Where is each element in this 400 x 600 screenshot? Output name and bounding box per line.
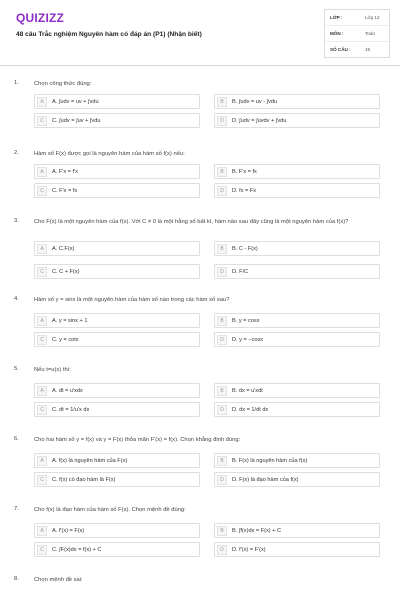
option-text: B. C - F(x) (232, 246, 258, 252)
option-letter-badge: C (37, 405, 47, 415)
option-text: C. F'x = fx (52, 188, 78, 194)
option-letter-badge: B (217, 526, 227, 536)
question-text: Nếu t=u(x) thì: (34, 367, 71, 373)
answer-option-c[interactable] (34, 472, 200, 487)
answer-option-b[interactable] (214, 313, 380, 328)
option-text: B. F(x) là nguyên hàm của f(x) (232, 458, 308, 464)
answer-option-c[interactable] (34, 113, 200, 128)
option-text: A. ∫udv = uv + ∫vdu (52, 99, 99, 105)
option-text: C. C + F(x) (52, 269, 80, 275)
option-text: D. fx = Fx (232, 188, 257, 194)
meta-row-count (325, 42, 391, 58)
option-text: B. y = cosx (232, 318, 260, 324)
option-text: C. y = cotx (52, 337, 79, 343)
question-text: Cho hai hàm số y = f(x) và y = F(x) thỏa mãn F'(x) = f(x). Chọn khẳng định đúng: (34, 437, 241, 443)
option-letter-badge: C (37, 335, 47, 345)
question-number: 6. (14, 436, 19, 442)
option-text: B. dx = u'xdt (232, 388, 263, 394)
option-text: A. dt = u'xdx (52, 388, 83, 394)
option-letter-badge: C (37, 116, 47, 126)
answer-option-b[interactable] (214, 523, 380, 538)
question-number: 7. (14, 506, 19, 512)
option-letter-badge: B (217, 167, 227, 177)
answer-option-a[interactable] (34, 383, 200, 398)
answer-option-a[interactable] (34, 453, 200, 468)
question-number: 3. (14, 218, 19, 224)
option-letter-badge: C (37, 475, 47, 485)
option-text: C. ∫F(x)dx = f(x) + C (52, 547, 102, 553)
meta-label: LỚP : (330, 15, 343, 20)
option-text: D. F(x) là đạo hàm của f(x) (232, 477, 299, 483)
document-title: 48 câu Trắc nghiệm Nguyên hàm có đáp án (P1) (Nhận biết) (16, 31, 202, 38)
option-letter-badge: C (37, 267, 47, 277)
question-text: Hàm số y = sinx là một nguyên hàm của hàm số nào trong các hàm số sau? (34, 297, 230, 303)
answer-option-c[interactable] (34, 332, 200, 347)
meta-label: MÔN : (330, 31, 344, 36)
option-letter-badge: C (37, 545, 47, 555)
meta-info-box (324, 9, 390, 58)
option-text: B. F'x = fx (232, 169, 257, 175)
option-text: C. dt = 1/u'x dx (52, 407, 90, 413)
option-letter-badge: C (37, 186, 47, 196)
option-letter-badge: A (37, 167, 47, 177)
answer-option-c[interactable] (34, 542, 200, 557)
answer-option-b[interactable] (214, 241, 380, 256)
option-text: A. y = sinx + 1 (52, 318, 88, 324)
answer-option-a[interactable] (34, 523, 200, 538)
question-number: 8. (14, 576, 19, 582)
answer-option-d[interactable] (214, 542, 380, 557)
answer-option-b[interactable] (214, 453, 380, 468)
option-text: C. ∫udv = ∫uv + ∫vdu (52, 118, 101, 124)
option-letter-badge: B (217, 244, 227, 254)
meta-label: SỐ CÂU : (330, 47, 351, 52)
question-text: Chọn mệnh đề sai: (34, 577, 83, 583)
question-number: 4. (14, 296, 19, 302)
option-letter-badge: D (217, 335, 227, 345)
option-letter-badge: A (37, 526, 47, 536)
option-text: C. f(x) có đạo hàm là F(x) (52, 477, 116, 483)
question-number: 1. (14, 80, 19, 86)
option-text: B. ∫udv = uv - ∫vdu (232, 99, 278, 105)
meta-row-class (325, 10, 391, 26)
option-letter-badge: A (37, 244, 47, 254)
answer-option-d[interactable] (214, 402, 380, 417)
question-text: Cho f(x) là đạo hàm của hàm số F(x). Chọn mệnh đề đúng: (34, 507, 186, 513)
option-letter-badge: B (217, 456, 227, 466)
option-letter-badge: D (217, 545, 227, 555)
answer-option-c[interactable] (34, 402, 200, 417)
answer-option-c[interactable] (34, 183, 200, 198)
question-number: 2. (14, 150, 19, 156)
option-letter-badge: A (37, 97, 47, 107)
option-text: A. f(x) là nguyên hàm của F(x) (52, 458, 128, 464)
option-text: A. F'x = f'x (52, 169, 78, 175)
answer-option-b[interactable] (214, 164, 380, 179)
answer-option-d[interactable] (214, 264, 380, 279)
option-letter-badge: B (217, 97, 227, 107)
answer-option-c[interactable] (34, 264, 200, 279)
option-letter-badge: B (217, 386, 227, 396)
question-number: 5. (14, 366, 19, 372)
answer-option-d[interactable] (214, 472, 380, 487)
option-letter-badge: B (217, 316, 227, 326)
meta-value: Toán (365, 31, 375, 36)
question-text: Hàm số F(x) được gọi là nguyên hàm của hàm số f(x) nếu: (34, 151, 185, 157)
option-letter-badge: D (217, 116, 227, 126)
answer-option-d[interactable] (214, 332, 380, 347)
option-text: A. f'(x) = F(x) (52, 528, 85, 534)
answer-option-d[interactable] (214, 183, 380, 198)
answer-option-a[interactable] (34, 241, 200, 256)
option-letter-badge: D (217, 475, 227, 485)
meta-row-subject (325, 26, 391, 42)
option-letter-badge: D (217, 186, 227, 196)
document-header (0, 0, 400, 66)
question-text: Cho F(x) là một nguyên hàm của f(x). Với C ≠ 0 là một hằng số bất kì, hàm nào sau đây cũng là một nguyên hàm của f(x)? (34, 219, 349, 225)
option-letter-badge: D (217, 405, 227, 415)
option-letter-badge: A (37, 316, 47, 326)
option-letter-badge: A (37, 386, 47, 396)
option-text: D. f'(x) = F'(x) (232, 547, 266, 553)
option-text: D. dx = 1/dt dx (232, 407, 269, 413)
option-text: D. ∫udv = ∫uvdv + ∫vdu (232, 118, 287, 124)
answer-option-a[interactable] (34, 94, 200, 109)
option-letter-badge: D (217, 267, 227, 277)
meta-value: Lớp 12 (365, 15, 380, 20)
meta-value: 15 (365, 47, 371, 52)
option-text: D. y = −cosx (232, 337, 264, 343)
option-text: B. ∫f(x)dx = F(x) + C (232, 528, 282, 534)
option-text: D. F/C (232, 269, 249, 275)
question-text: Chọn công thức đúng: (34, 81, 92, 87)
option-letter-badge: A (37, 456, 47, 466)
answer-option-a[interactable] (34, 164, 200, 179)
answer-option-b[interactable] (214, 383, 380, 398)
answer-option-a[interactable] (34, 313, 200, 328)
answer-option-d[interactable] (214, 113, 380, 128)
quizizz-logo[interactable]: QUIZIZZ (16, 11, 65, 25)
option-text: A. C.F(x) (52, 246, 75, 252)
answer-option-b[interactable] (214, 94, 380, 109)
